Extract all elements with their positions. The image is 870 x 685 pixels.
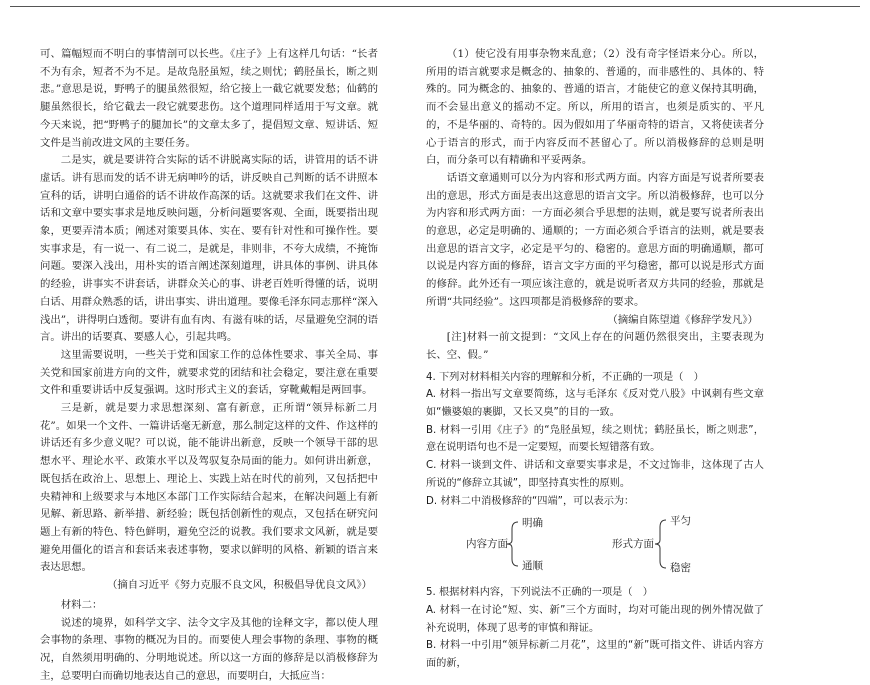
diagram-clear-label: 明确: [522, 515, 543, 533]
left-column: [40, 46, 378, 685]
diagram-form-label: 形式方面: [612, 536, 654, 554]
question-5-option-a: A. 材料一在讨论“短、实、新”三个方面时，均对可能出现的例外情况做了补充说明，体现了思考的审慎和辩证。: [426, 602, 764, 637]
paragraph-new: 三是新，就是要力求思想深刻、富有新意，正所谓“领异标新二月花”。如果一个文件、一篇讲话毫无新意，那么制定这样的文件、作这样的讲话还有多少意义呢？可以说，能不能讲出新意，反映一个领导干部的思想水平、理论水平、政策水平以及驾驭复杂局面的能力。如何讲出新意，既包括在政治上、思想上、理论上、实践上站在时代的前列，又包括把中央精神和上级要求与本地区本部门工作实际结合起来，在解决问题上有新见解、新思路、新举措、新经验；既包括创新性的观点，又包括在研究问题上有新的特色、特色鲜明，避免空泛的说教。我们要求文风新，就是要避免用僵化的语言和套话来表述事物，要求以鲜明的风格、新颖的语言来表达思想。: [40, 400, 378, 577]
citation-material-one: （摘自习近平《努力克服不良文风，积极倡导优良文风》）: [40, 577, 378, 595]
diagram-smooth-label: 通顺: [522, 558, 543, 576]
material-two-heading: 材料二：: [40, 597, 378, 615]
paragraph-note: 这里需要说明，一些关于党和国家工作的总体性要求、事关全局、事关党和国家前进方向的文件，就要求党的团结和社会稳定，要注意在重要文件和重要讲话中反复强调。这时形式主义的套话，穿靴戴帽是两回事。: [40, 347, 378, 400]
question-5: 5. 根据材料内容，下列说法不正确的一项是（ ）: [426, 584, 764, 602]
paragraph-practical: 二是实，就是要讲符合实际的话不讲脱离实际的话，讲管用的话不讲虚话。讲有思而发的话不讲无病呻吟的话，讲反映自己判断的话不讲照本宣科的话，讲明白通俗的话不讲故作高深的话。这就要求我们在文件、讲话和文章中要实事求是地反映问题，分析问题要客观、全面，既要指出现象，更要弄清本质；阐述对策要具体、实在、要有针对性和可操作性。要实事求是，有一说一、有二说二，是就是，非则非，不夸大成绩，不掩饰问题。要深入浅出，用朴实的语言阐述深刻道理，讲具体的事例、讲具体的经验，讲事实不讲套话，讲群众关心的事、讲老百姓听得懂的话，说明白话、用群众熟悉的话，讲出事实、讲出道理。要像毛泽东同志那样“深入浅出”，讲得明白透彻。要讲有血有肉、有滋有味的话，尽量避免空洞的语言。讲出的话要真、要感人心，引起共鸣。: [40, 152, 378, 347]
question-4-option-d: D. 材料二中消极修辞的“四端”，可以表示为：: [426, 493, 764, 511]
citation-material-two: （摘编自陈望道《修辞学发凡》）: [426, 312, 764, 330]
form-brace: [655, 520, 666, 568]
header-rule: [10, 6, 860, 7]
diagram-content-label: 内容方面: [466, 536, 508, 554]
diagram-even-label: 平匀: [670, 513, 691, 531]
footnote: [注]材料一前文提到：“文风上存在的问题仍然很突出，主要表现为长、空、假。”: [426, 329, 764, 364]
question-4-option-b: B. 材料一引用《庄子》的“凫胫虽短，续之则忧；鹤胫虽长，断之则悲”，意在说明语句也不是一定要短，而要长短错落有致。: [426, 422, 764, 457]
content-brace: [507, 522, 518, 566]
paragraph-rules: （1）使它没有用事杂物来乱意；（2）没有奇字怪语来分心。所以，所用的语言就要求是概念的、抽象的、普通的，而非感性的、具体的、特殊的。同为概念的、抽象的、普通的语言，才能使它的意义保持其明确，而不会显出意义的摇动不定。所以，所用的语言，也须是质实的、平凡的，不是华丽的、奇特的。因为假如用了华丽奇特的语言，又将使读者分心于语言的形式，而于内容反而不甚留心了。所以消极修辞的总则是明白，而分条可以有精确和平妥两条。: [426, 46, 764, 170]
four-points-diagram: [426, 514, 764, 574]
question-5-option-b: B. 材料一中引用“领异标新二月花”，这里的“新”既可指文件、讲话内容方面的新，: [426, 637, 764, 672]
question-4: 4. 下列对材料相关内容的理解和分析，不正确的一项是（ ）: [426, 369, 764, 387]
paragraph-content-form: 话语文章通则可以分为内容和形式两方面。内容方面是写说者所要表出的意思，形式方面是表出这意思的语言文字。所以消极修辞，也可以分为内容和形式两方面：一方面必须合乎思想的法则，就是要写说者所表出的意思，必定是明确的、通顺的；一方面必须合乎语言的法则，就是要表出意思的语言文字，必定是平匀的、稳密的。意思方面的明确通顺，都可以说是内容方面的修辞，语言文字方面的平匀稳密，都可以说是形式方面的修辞。此外还有一项应该注意的，就是说听者双方共同的经验，那就是所谓“共同经验”。这四项都是消极修辞的要求。: [426, 170, 764, 312]
right-column: [426, 46, 764, 673]
question-4-option-a: A. 材料一指出写文章要简练，这与毛泽东《反对党八股》中讽刺有些文章如“懒婆娘的裹脚，又长又臭”的目的一致。: [426, 386, 764, 421]
paragraph-material-two: 说述的境界，如科学文字、法令文字及其他的诠释文字，都以使人理会事物的条理、事物的概况为目的。而要使人理会事物的条理、事物的概况，自然须用明确的、分明地说述。所以这一方面的修辞是以消极修辞为主，总要明白而确切地表达自己的意思，而要明白，大抵应当：: [40, 615, 378, 685]
diagram-stable-label: 稳密: [670, 560, 691, 578]
paragraph-short: 可、篇幅短而不明白的事情剖可以长些。《庄子》上有这样几句话：“长者不为有余，短者不为不足。是故凫胫虽短，续之则忧；鹤胫虽长，断之则悲。”意思是说，野鸭子的腿虽然很短，给它接上一截它就要发愁；仙鹤的腿虽然很长，给它截去一段它就要悲伤。这个道理同样适用于写文章。就今天来说，把“野鸭子的腿加长”的文章太多了，提倡短文章、短讲话、短文件是当前改进文风的主要任务。: [40, 46, 378, 152]
question-4-option-c: C. 材料一谈到文件、讲话和文章要实事求是，不文过饰非，这体现了古人所说的“修辞立其诚”，即坚持真实性的原则。: [426, 457, 764, 492]
